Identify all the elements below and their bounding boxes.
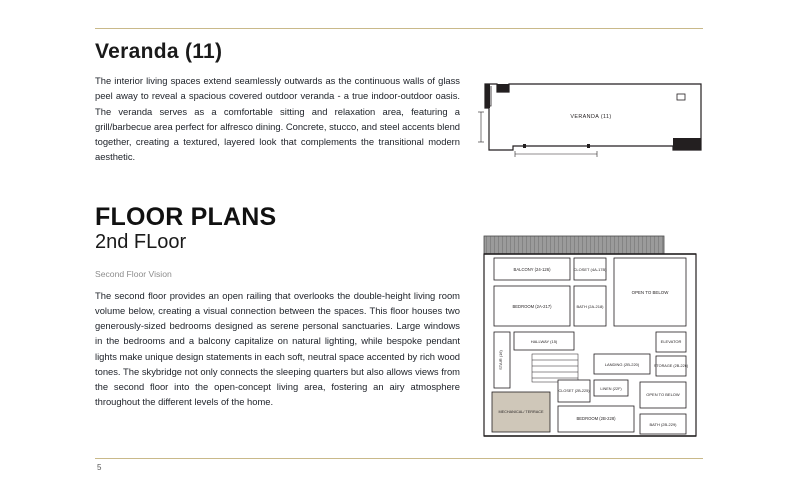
svg-text:BALCONY (24-126): BALCONY (24-126)	[513, 267, 551, 272]
second-floor-plan-drawing	[474, 232, 706, 444]
svg-text:BATH (2A-218): BATH (2A-218)	[576, 304, 604, 309]
svg-text:STAIR (16): STAIR (16)	[498, 350, 503, 370]
footer-divider	[95, 458, 703, 459]
svg-text:MECHANICAL/ TERRACE: MECHANICAL/ TERRACE	[498, 410, 544, 414]
svg-text:VERANDA (11): VERANDA (11)	[570, 114, 612, 120]
page-number: 5	[97, 463, 102, 472]
svg-text:BATH (2B-229): BATH (2B-229)	[649, 422, 677, 427]
veranda-floor-plan-drawing	[477, 78, 705, 160]
svg-text:HALLWAY (15): HALLWAY (15)	[530, 339, 558, 344]
floor-plans-body-text: The second floor provides an open railing that overlooks the double-height living room volume below, creating a visual connection between the spaces. This floor houses two generously-sized bedrooms designed as serene personal sanctuaries. Large windows in the bedrooms and a balcony capitalize on natural lighting, while bespoke pendant lights make unique design statements in each soft, neutral space accented by rich wood tones. The skybridge not only connects the sleeping quarters but also allows views from the second floor into the open-concept living area, fostering an airy atmosphere throughout the different levels of the home.	[95, 289, 460, 408]
floor-plans-title: FLOOR PLANS	[95, 203, 277, 231]
svg-text:STORAGE (2B-226): STORAGE (2B-226)	[653, 364, 689, 368]
svg-text:LANDING (2B-220): LANDING (2B-220)	[604, 362, 640, 367]
floor-plans-section	[95, 203, 465, 409]
svg-text:CLOSET (2B-225): CLOSET (2B-225)	[558, 389, 590, 393]
svg-text:CLOSET (4A-17B): CLOSET (4A-17B)	[573, 267, 607, 272]
floor-plans-caption: Second Floor Vision	[95, 268, 172, 279]
svg-text:OPEN TO BELOW: OPEN TO BELOW	[631, 290, 669, 295]
header-divider	[95, 28, 703, 29]
svg-text:ELEVATOR: ELEVATOR	[660, 339, 682, 344]
veranda-title: Veranda (11)	[95, 40, 223, 63]
svg-text:LINEN (22F): LINEN (22F)	[600, 387, 622, 391]
veranda-body-text: The interior living spaces extend seamlessly outwards as the continuous walls of glass peel away to reveal a spacious covered outdoor veranda - a true indoor-outdoor oasis. The veranda serves as a comfortable sitting and relaxation area, featuring a grill/barbecue area perfect for alfresco dining. Concrete, stucco, and steel accents blend together, creating a textured, layered look that complements the transitional modern aesthetic.	[95, 75, 460, 163]
svg-text:BEDROOM (2B-228): BEDROOM (2B-228)	[576, 416, 616, 421]
floor-plans-subtitle: 2nd FLoor	[95, 231, 187, 253]
svg-text:BEDROOM (2A-217): BEDROOM (2A-217)	[512, 304, 552, 309]
svg-text:OPEN TO BELOW: OPEN TO BELOW	[646, 392, 680, 397]
